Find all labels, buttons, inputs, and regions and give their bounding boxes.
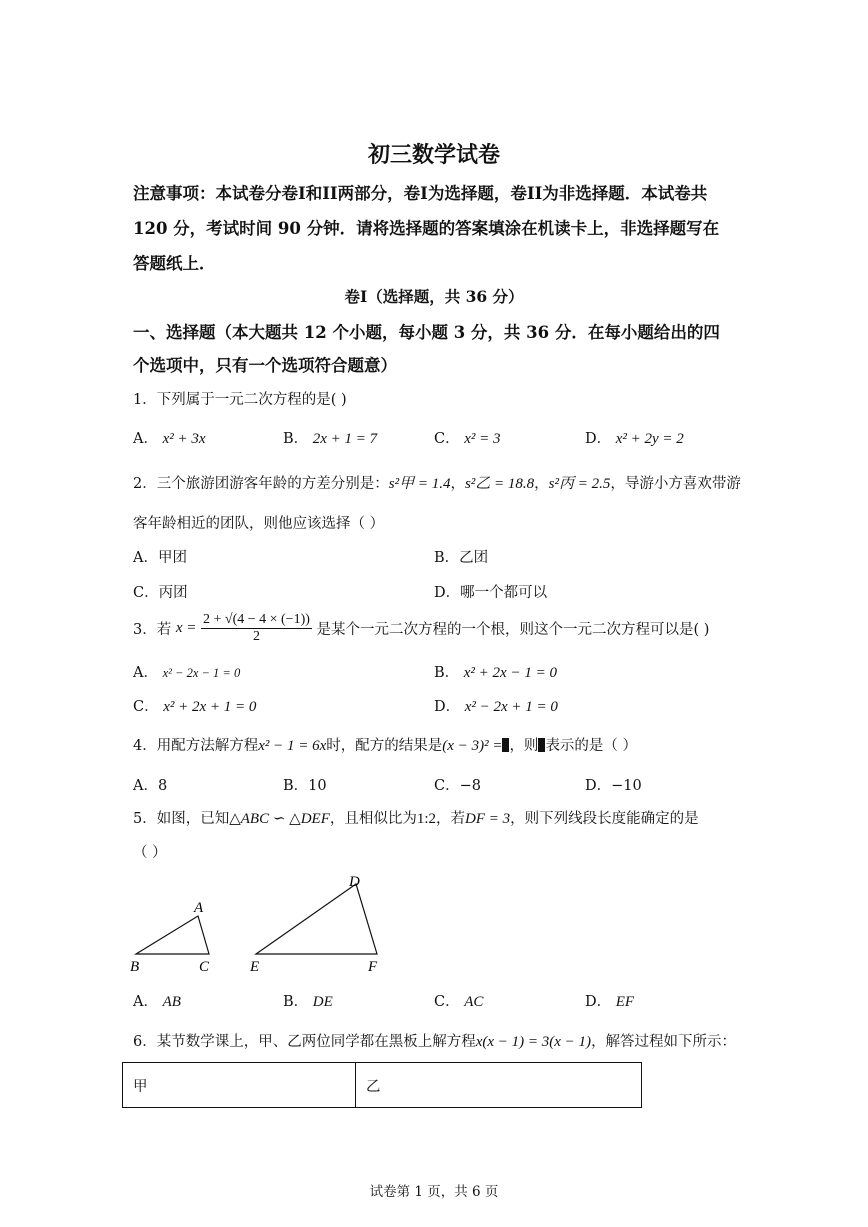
page-title: 初三数学试卷 (367, 142, 500, 168)
q3-option-d: D． x² − 2x + 1 = 0 (434, 699, 558, 715)
q4-option-a: A．8 (133, 778, 168, 794)
q2-stem-line-1: 2．三个旅游团游客年龄的方差分别是：s²甲 = 1.4，s²乙 = 18.8，s²丙 = 2.5，导游小方喜欢带游 (133, 476, 741, 492)
label-b: B (130, 959, 140, 975)
q6-solution-table (122, 1062, 642, 1108)
q5-option-b: B． DE (283, 994, 333, 1010)
q3-stem: 3．若 x = $\frac{2 + √(4 - 4 \times (-1))}{2}$ 是某个一元二次方程的一个根，则这个一元二次方程可以是( ) (133, 612, 710, 644)
label-f: F (368, 959, 378, 975)
label-c: C (199, 959, 210, 975)
q1-option-b: B． 2x + 1 = 7 (283, 431, 378, 447)
q3-option-a: A． x² − 2x − 1 = 0 (133, 665, 241, 681)
q2-option-d: D．哪一个都可以 (434, 585, 548, 601)
notice-line-3: 答题纸上． (133, 254, 216, 273)
q5-option-a: A． AB (133, 994, 181, 1010)
q4-option-c: C．−8 (434, 778, 481, 794)
q5-option-c: C． AC (434, 994, 484, 1010)
q1-option-a: A． x² + 3x (133, 431, 206, 447)
q6-column-jia: 甲 (123, 1063, 356, 1108)
q1-option-d: D． x² + 2y = 2 (585, 431, 684, 447)
q2-option-b: B．乙团 (434, 550, 489, 566)
q5-stem-line-1: 5．如图，已知△ABC ∽ △DEF，且相似比为1:2，若DF = 3，则下列线段长度能确定的是 (133, 811, 699, 827)
q6-column-yi: 乙 (356, 1063, 642, 1108)
section-title: 卷I（选择题，共 36 分） (344, 287, 524, 306)
similar-triangles-figure (120, 870, 410, 980)
page-footer: 试卷第 1 页，共 6 页 (369, 1184, 499, 1200)
notice-line-2: 120 分，考试时间 90 分钟．请将选择题的答案填涂在机读卡上，非选择题写在 (133, 219, 720, 238)
q3-fraction: $\frac{2 + √(4 - 4 \times (-1))}{2}$ (202, 612, 310, 644)
triangle-abc (136, 916, 209, 954)
q3-option-b: B． x² + 2x − 1 = 0 (434, 665, 557, 681)
q3-option-c: C． x² + 2x + 1 = 0 (133, 699, 257, 715)
q4-option-d: D．−10 (585, 778, 642, 794)
notice-line-1: 注意事项：本试卷分卷I和II两部分，卷I为选择题，卷II为非选择题．本试卷共 (133, 184, 708, 203)
part-heading-1: 一、选择题（本大题共 12 个小题，每小题 3 分，共 36 分．在每小题给出的四 (133, 323, 720, 342)
q5-stem-line-2: （ ） (133, 845, 167, 861)
q2-option-a: A．甲团 (133, 550, 187, 566)
q4-option-b: B．10 (283, 778, 327, 794)
q1-option-c: C． x² = 3 (434, 431, 501, 447)
q1-stem: 1．下列属于一元二次方程的是( ) (133, 392, 347, 408)
triangle-def (256, 884, 377, 954)
q2-stem-line-2: 客年龄相近的团队，则他应该选择（ ） (133, 516, 385, 532)
q4-stem: 4．用配方法解方程x² − 1 = 6x时，配方的结果是(x − 3)² = ，则 表示的是（ ） (133, 738, 638, 754)
q2-option-c: C．丙团 (133, 585, 188, 601)
q5-option-d: D． EF (585, 994, 635, 1010)
q6-stem: 6．某节数学课上，甲、乙两位同学都在黑板上解方程x(x − 1) = 3(x − 1)，解答过程如下所示： (133, 1034, 737, 1050)
label-a: A (194, 900, 204, 916)
label-d: D (349, 874, 360, 890)
part-heading-2: 个选项中，只有一个选项符合题意） (133, 356, 397, 375)
label-e: E (250, 959, 260, 975)
